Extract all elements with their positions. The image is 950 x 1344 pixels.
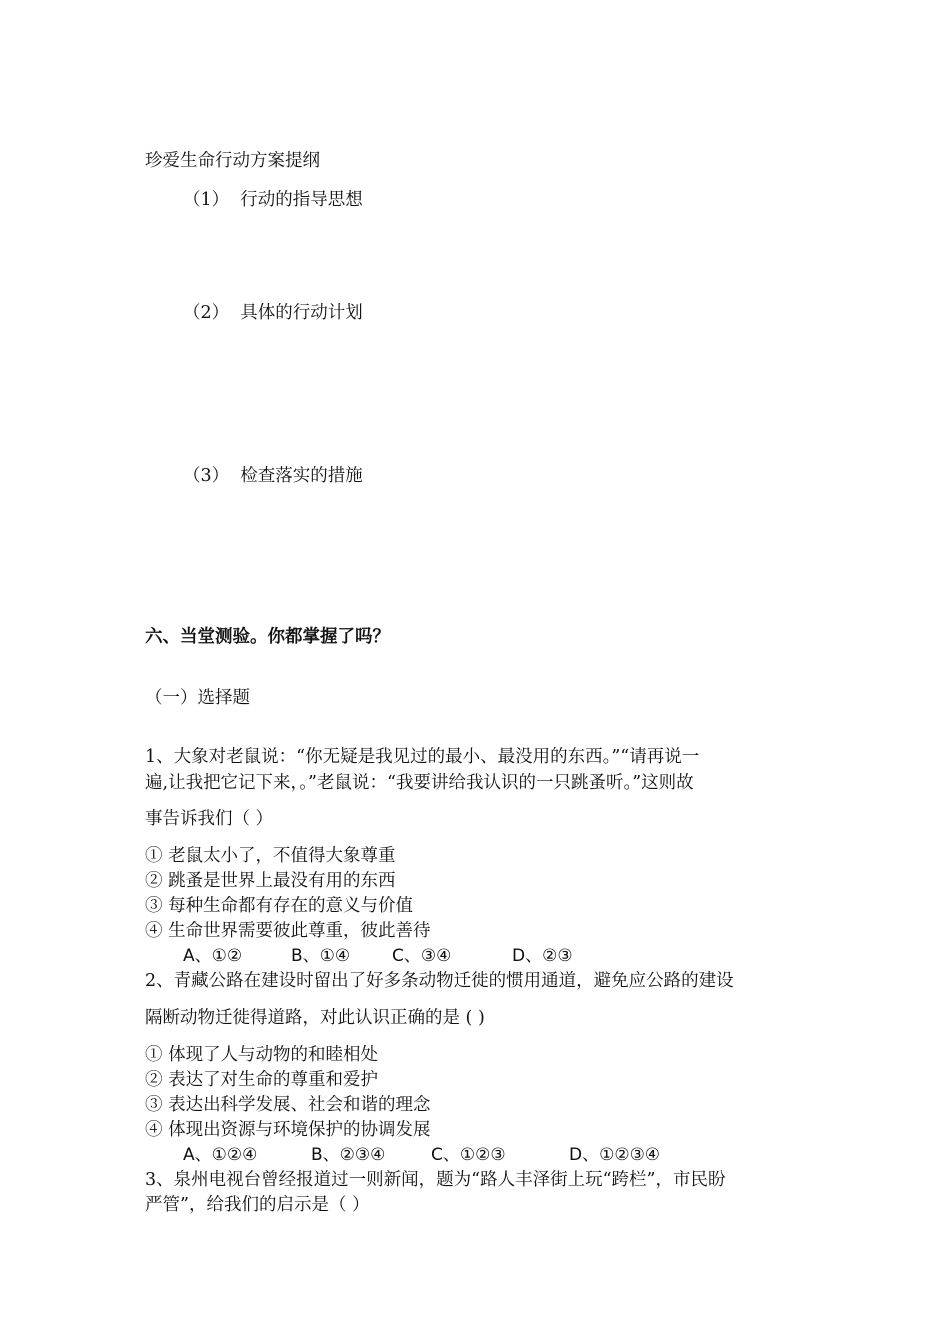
section-title: （一）选择题: [145, 688, 250, 708]
option-a[interactable]: A、①②④: [183, 1145, 258, 1165]
q1-statement: ④ 生命世界需要彼此尊重，彼此善待: [145, 921, 431, 941]
option-c[interactable]: C、①②③: [431, 1145, 506, 1165]
q2-line: 隔断动物迁徙得道路，对此认识正确的是 ( ): [145, 1008, 485, 1028]
q1-statement: ③ 每种生命都有存在的意义与价值: [145, 896, 414, 916]
option-a[interactable]: A、①②: [183, 946, 243, 966]
plan-item-number: （3）: [183, 466, 230, 486]
q2-line: 2、青藏公路在建设时留出了好多条动物迁徙的惯用通道，避免应公路的建设: [145, 971, 734, 991]
q3-line: 3、泉州电视台曾经报道过一则新闻，题为“路人丰泽街上玩“跨栏”，市民盼: [145, 1170, 726, 1190]
quiz-heading: 六、当堂测验。你都掌握了吗？: [145, 627, 390, 647]
q1-statement: ① 老鼠太小了，不值得大象尊重: [145, 846, 396, 866]
q2-options: [183, 1144, 660, 1166]
plan-item-text: 行动的指导思想: [240, 190, 363, 210]
plan-title: 珍爱生命行动方案提纲: [145, 151, 320, 171]
plan-item-3: [183, 465, 363, 487]
q3-line: 严管”，给我们的启示是（ ）: [145, 1195, 370, 1215]
q1-line: 遍,让我把它记下来，。”老鼠说：“我要讲给我认识的一只跳蚤听。”这则故: [145, 773, 694, 793]
q1-statement: ② 跳蚤是世界上最没有用的东西: [145, 871, 396, 891]
q2-statement: ③ 表达出科学发展、社会和谐的理念: [145, 1095, 431, 1115]
option-b[interactable]: B、①④: [291, 946, 351, 966]
option-d[interactable]: D、②③: [512, 946, 573, 966]
plan-item-text: 检查落实的措施: [240, 466, 363, 486]
plan-item-number: （1）: [183, 190, 230, 210]
q1-options: [183, 945, 573, 967]
q1-line: 事告诉我们（ ）: [145, 809, 274, 829]
q1-line: 1、大象对老鼠说：“你无疑是我见过的最小、最没用的东西。”“请再说一: [145, 747, 700, 767]
plan-item-text: 具体的行动计划: [240, 303, 363, 323]
option-b[interactable]: B、②③④: [311, 1145, 386, 1165]
q2-statement: ④ 体现出资源与环境保护的协调发展: [145, 1120, 431, 1140]
plan-item-2: [183, 302, 363, 324]
option-d[interactable]: D、①②③④: [569, 1145, 661, 1165]
q2-statement: ① 体现了人与动物的和睦相处: [145, 1045, 379, 1065]
option-c[interactable]: C、③④: [392, 946, 452, 966]
plan-item-1: [183, 189, 363, 211]
q2-statement: ② 表达了对生命的尊重和爱护: [145, 1070, 379, 1090]
plan-item-number: （2）: [183, 303, 230, 323]
